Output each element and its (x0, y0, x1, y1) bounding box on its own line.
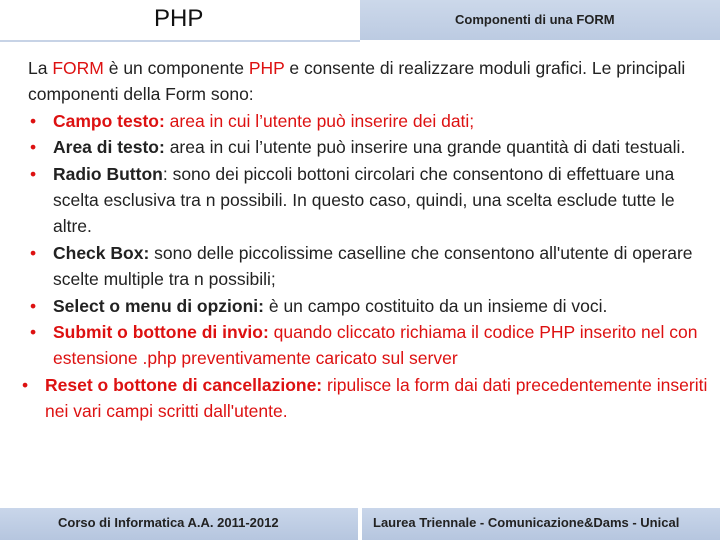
intro-paragraph (28, 55, 708, 108)
bullet-icon: • (30, 137, 37, 158)
bullet-icon: • (22, 374, 29, 395)
intro-text-2: è un componente (103, 58, 249, 78)
list-item-submit (28, 319, 708, 372)
intro-form-keyword: FORM (52, 58, 104, 78)
list-item-campo-testo (28, 108, 708, 134)
slide-subtitle: Componenti di una FORM (455, 12, 615, 27)
list-item-reset (20, 372, 708, 425)
footer-course: Corso di Informatica A.A. 2011-2012 (58, 515, 279, 530)
item-text: area in cui l’utente può inserire una grande quantità di dati testuali. (164, 137, 686, 158)
component-list (22, 108, 708, 425)
bullet-icon: • (30, 322, 37, 343)
item-text: : sono dei piccoli bottoni circolari che consentono di effettuare una scelta esclusiva tra n possibili. In questo caso, quindi, una scelta esclude tutte le altre. (53, 163, 675, 237)
bullet-icon: • (30, 163, 37, 184)
slide-content (22, 55, 708, 425)
list-item-radio-button (28, 161, 708, 240)
footer-degree: Laurea Triennale - Comunicazione&Dams - Unical (373, 515, 680, 530)
intro-php-keyword: PHP (248, 58, 285, 78)
item-term: Check Box: (53, 242, 150, 263)
item-term: Radio Button (53, 163, 163, 184)
slide-title: PHP (154, 5, 204, 32)
bullet-icon: • (30, 242, 37, 263)
footer-divider (358, 508, 362, 540)
item-term: Select o menu di opzioni: (53, 295, 264, 316)
item-text: sono delle piccolissime caselline che consentono all'utente di operare scelte multiple tra n possibili; (53, 242, 693, 290)
list-item-select (28, 293, 708, 319)
footer-bar (0, 508, 720, 540)
item-term: Area di testo: (53, 137, 165, 158)
item-text: è un campo costituito da un insieme di voci. (263, 295, 608, 316)
item-text: ripulisce la form dai dati precedentemente inseriti nei vari campi scritti dall'utente. (45, 374, 708, 422)
intro-text-3: e consente di realizzare moduli grafici. Le principali componenti della Form sono: (28, 58, 686, 105)
item-text: quando cliccato richiama il codice PHP inserito nel con estensione .php preventivamente caricato sul server (53, 322, 698, 369)
item-term: Submit o bottone di invio: (53, 322, 269, 343)
intro-text-1: La (28, 58, 53, 78)
item-text: area in cui l’utente può inserire dei dati; (164, 110, 475, 131)
bullet-icon: • (30, 110, 37, 131)
bullet-icon: • (30, 295, 37, 316)
item-term: Campo testo: (53, 110, 165, 131)
list-item-check-box (28, 240, 708, 293)
list-item-area-testo (28, 134, 708, 160)
item-term: Reset o bottone di cancellazione: (45, 374, 323, 395)
